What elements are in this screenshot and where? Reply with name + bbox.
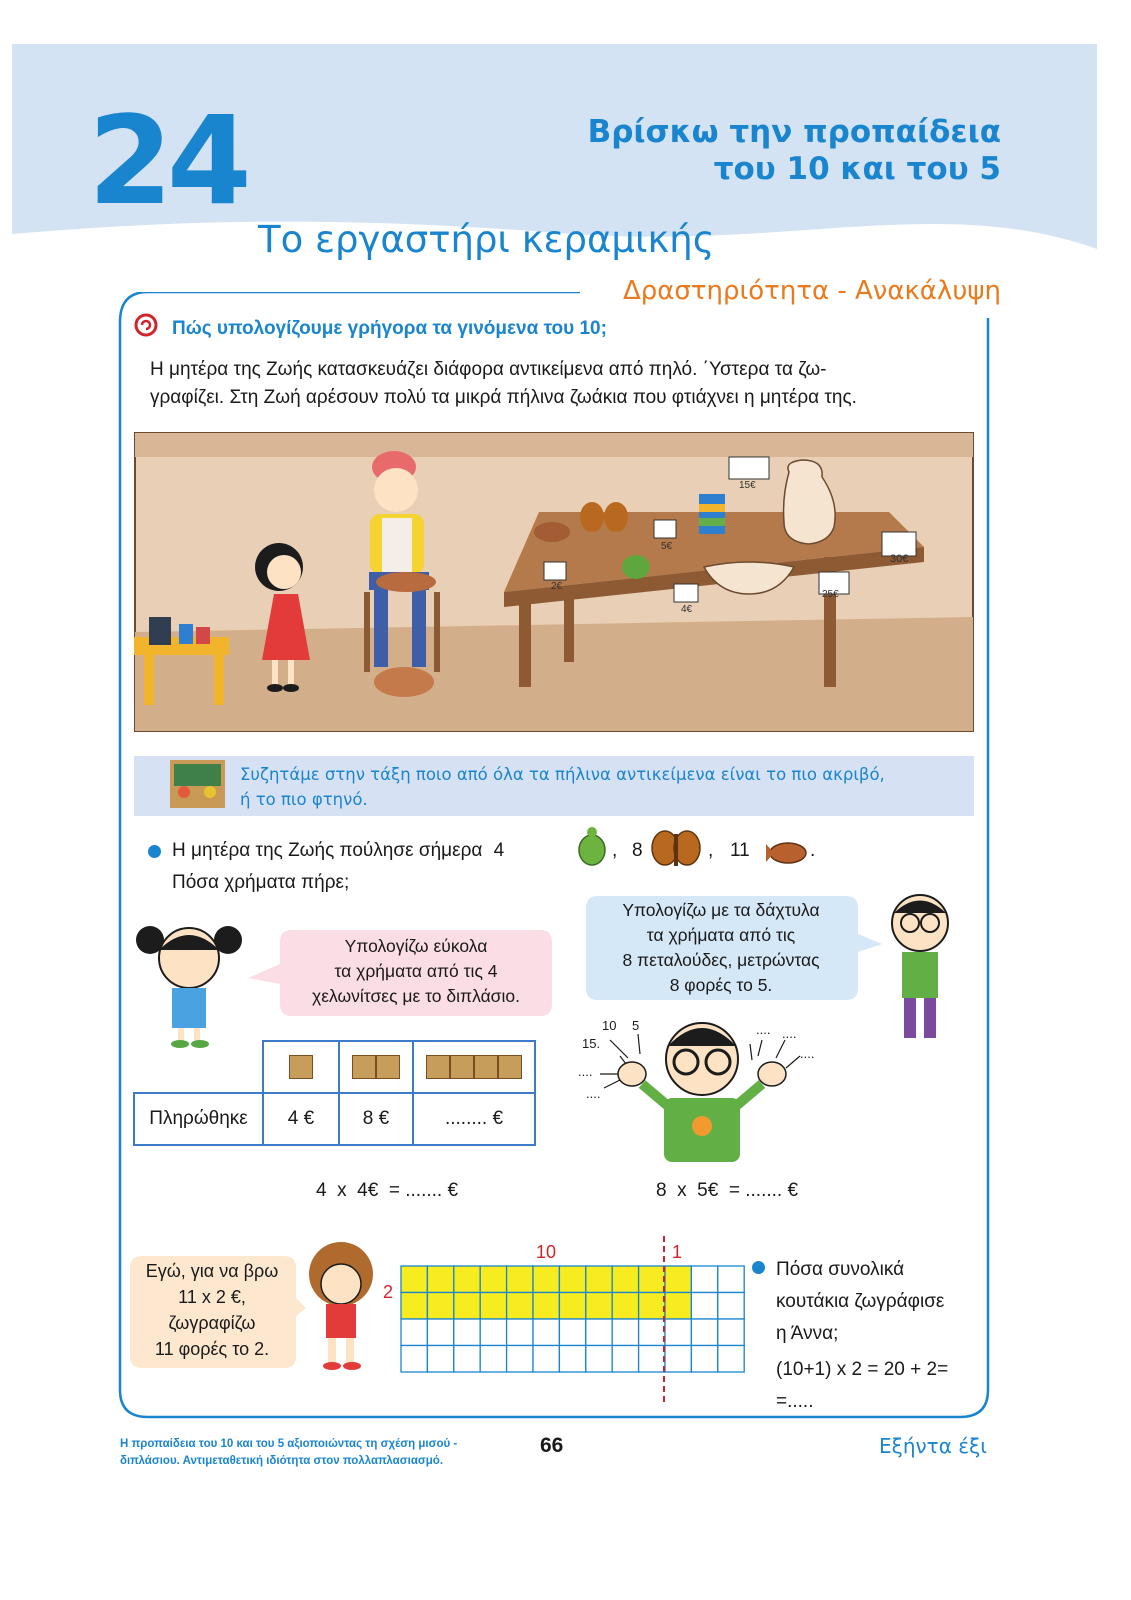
finger-arrows [600,1030,810,1100]
girl-bubble-line3: χελωνίτσες με το διπλάσιο. [312,986,520,1006]
table-cell-4-turtles [413,1041,535,1093]
grid-cell [639,1346,665,1373]
grid-cell [639,1293,665,1320]
grid-cell [533,1319,559,1346]
grid-cell [612,1293,638,1320]
grid-label-right: 1 [672,1242,683,1262]
grid-cell [533,1266,559,1293]
fish-count: 11 [730,840,750,861]
grid-cell [427,1293,453,1320]
intro-line2: γραφίζει. Στη Ζωή αρέσουν πολύ τα μικρά πήλινα ζωάκια που φτιάχνει η μητέρα της. [150,387,857,408]
equation-turtles[interactable]: 4 x 4€ = ....... € [316,1180,459,1201]
footer-note-line1: Η προπαίδεια του 10 και του 5 αξιοποιώντας τη σχέση μισού - [120,1438,458,1450]
lesson-title-line2: του 10 και του 5 [713,151,1001,187]
grid-question-line1: Πόσα συνολικά [776,1259,905,1280]
question-heading: Πώς υπολογίζουμε γρήγορα τα γινόμενα του 10; [172,318,607,339]
payment-table [133,1040,536,1146]
separator-2: , [708,840,714,861]
girl-speech-bubble [286,934,546,1009]
grid-cell [586,1319,612,1346]
problem-question: Πόσα χρήματα πήρε; [172,872,350,893]
grid-cell [665,1319,691,1346]
girl-bubble-line1: Υπολογίζω εύκολα [344,936,488,956]
butterfly-count: 8 [632,840,643,861]
boy-glasses-illustration [880,888,960,1048]
grid-cell [454,1266,480,1293]
finger-label-dots-right1: .... [756,1022,771,1037]
girl-bubble-line2: τα χρήματα από τις 4 [334,961,498,981]
grid-cell [691,1293,717,1320]
finger-label-dots-left1: .... [578,1064,593,1079]
grid-cell [718,1346,744,1373]
butterfly-icon [650,828,702,872]
anna-speech-bubble [132,1258,292,1362]
finger-label-5: 5 [632,1018,640,1033]
grid-cell [507,1293,533,1320]
equation-butterflies[interactable]: 8 x 5€ = ....... € [656,1180,799,1201]
grid-cell [691,1319,717,1346]
paid-value-1: 4 € [263,1093,339,1145]
footer-note-line2: διπλάσιου. Αντιμεταθετική ιδιότητα στον πολλαπλασιασμό. [120,1455,444,1467]
grid-cell [718,1293,744,1320]
girl-pigtails-illustration [134,920,244,1050]
grid-cell [401,1346,427,1373]
grid-question [776,1254,948,1418]
grid-label-top: 10 [536,1242,557,1262]
lesson-subtitle: Το εργαστήρι κεραμικής [258,218,715,261]
boy-bubble-line4: 8 φορές το 5. [669,975,773,995]
fish-icon [762,840,810,866]
grid-cell [480,1293,506,1320]
square-grid [400,1236,746,1406]
discussion-line1: Συζητάμε στην τάξη ποιο από όλα τα πήλινα αντικείμενα είναι το πιο ακριβό, [240,765,885,784]
grid-cell [533,1346,559,1373]
anna-girl-illustration [298,1242,384,1374]
finger-label-dots-right3: .... [800,1046,815,1061]
discussion-text [240,762,885,812]
classroom-icon [170,760,225,808]
separator-1: , [612,840,618,861]
grid-cell [639,1319,665,1346]
boy-speech-bubble [588,898,854,998]
grid-cell [665,1293,691,1320]
table-cell-1-turtle [263,1041,339,1093]
grid-cell [507,1319,533,1346]
price-tag-jug: 15€ [739,480,756,491]
grid-cell [533,1293,559,1320]
paid-value-2: 8 € [339,1093,413,1145]
table-cell-2-turtles [339,1041,413,1093]
grid-label-left: 2 [383,1282,394,1302]
discussion-line2: ή το πιο φτηνό. [240,790,368,809]
anna-bubble-line2: 11 x 2 €, [178,1287,246,1307]
grid-cell [586,1346,612,1373]
grid-cell [427,1266,453,1293]
bullet-dot [148,845,161,858]
boy-bubble-line1: Υπολογίζω με τα δάχτυλα [622,900,820,920]
section-label: Δραστηριότητα - Ανακάλυψη [622,276,1001,306]
grid-cell [665,1346,691,1373]
grid-cell [454,1293,480,1320]
grid-cell [507,1266,533,1293]
lesson-number: 24 [88,90,246,232]
lesson-title [588,114,1001,188]
grid-cell [559,1346,585,1373]
bullet-dot [752,1261,765,1274]
anna-bubble-line3: ζωγραφίζω [168,1313,256,1333]
price-tag-jar: 30€ [890,553,909,565]
finger-label-15: 15. [582,1036,601,1051]
grid-cell [559,1266,585,1293]
boy-bubble-line2: τα χρήματα από τις [646,925,796,945]
grid-cell [612,1319,638,1346]
table-row-paid [134,1093,535,1145]
grid-cell [691,1266,717,1293]
grid-question-line2: κουτάκια ζωγράφισε [776,1291,945,1312]
grid-cell [401,1266,427,1293]
grid-cell [559,1319,585,1346]
grid-cell [718,1319,744,1346]
price-tag-fish: 2€ [551,581,563,592]
grid-cell [718,1266,744,1293]
price-tag-bowl: 25€ [822,589,839,600]
grid-cell [401,1319,427,1346]
price-tag-turtle: 4€ [681,604,693,615]
table-header-row [134,1041,535,1093]
grid-cell [401,1293,427,1320]
page-number: 66 [540,1434,564,1457]
grid-cell [480,1346,506,1373]
finger-label-dots-right2: .... [782,1026,797,1041]
grid-cell [665,1266,691,1293]
pottery-workshop-illustration [134,432,974,732]
grid-cell [480,1319,506,1346]
grid-cell [480,1266,506,1293]
problem-line1: Η μητέρα της Ζωής πούλησε σήμερα [172,840,483,861]
grid-cell [586,1266,612,1293]
grid-question-line5[interactable]: =..... [776,1391,814,1412]
grid-cell [691,1346,717,1373]
intro-line1: Η μητέρα της Ζωής κατασκευάζει διάφορα αντικείμενα από πηλό. ΄Υστερα τα ζω- [150,359,827,380]
grid-question-line3: η Άννα; [776,1323,839,1344]
table-empty-cell [134,1041,263,1093]
turtle-icon [574,826,610,870]
page-number-words: Εξήντα έξι [879,1434,987,1458]
grid-question-line4: (10+1) x 2 = 20 + 2= [776,1359,949,1380]
grid-cell [612,1266,638,1293]
grid-cell [454,1319,480,1346]
grid-cell [586,1293,612,1320]
anna-bubble-line4: 11 φορές το 2. [154,1339,270,1359]
paid-value-3[interactable]: ........ € [413,1093,535,1145]
intro-paragraph [150,356,980,412]
anna-bubble-line1: Εγώ, για να βρω [145,1261,279,1281]
grid-cell [454,1346,480,1373]
price-tag-butterfly: 5€ [661,541,673,552]
row-label: Πληρώθηκε [134,1093,263,1145]
grid-cell [612,1346,638,1373]
grid-cell [427,1319,453,1346]
problem-end: . [810,840,816,861]
problem-statement [172,840,504,862]
grid-cell [639,1266,665,1293]
finger-label-dots-left2: .... [586,1086,601,1101]
boy-bubble-line3: 8 πεταλούδες, μετρώντας [622,950,820,970]
footer-note [120,1436,457,1470]
lesson-title-line1: Βρίσκω την προπαίδεια [587,114,1001,150]
finger-label-10: 10 [602,1018,617,1033]
grid-cell [507,1346,533,1373]
swirl-icon [134,313,158,337]
grid-cell [559,1293,585,1320]
grid-cell [427,1346,453,1373]
turtle-count: 4 [493,840,505,861]
